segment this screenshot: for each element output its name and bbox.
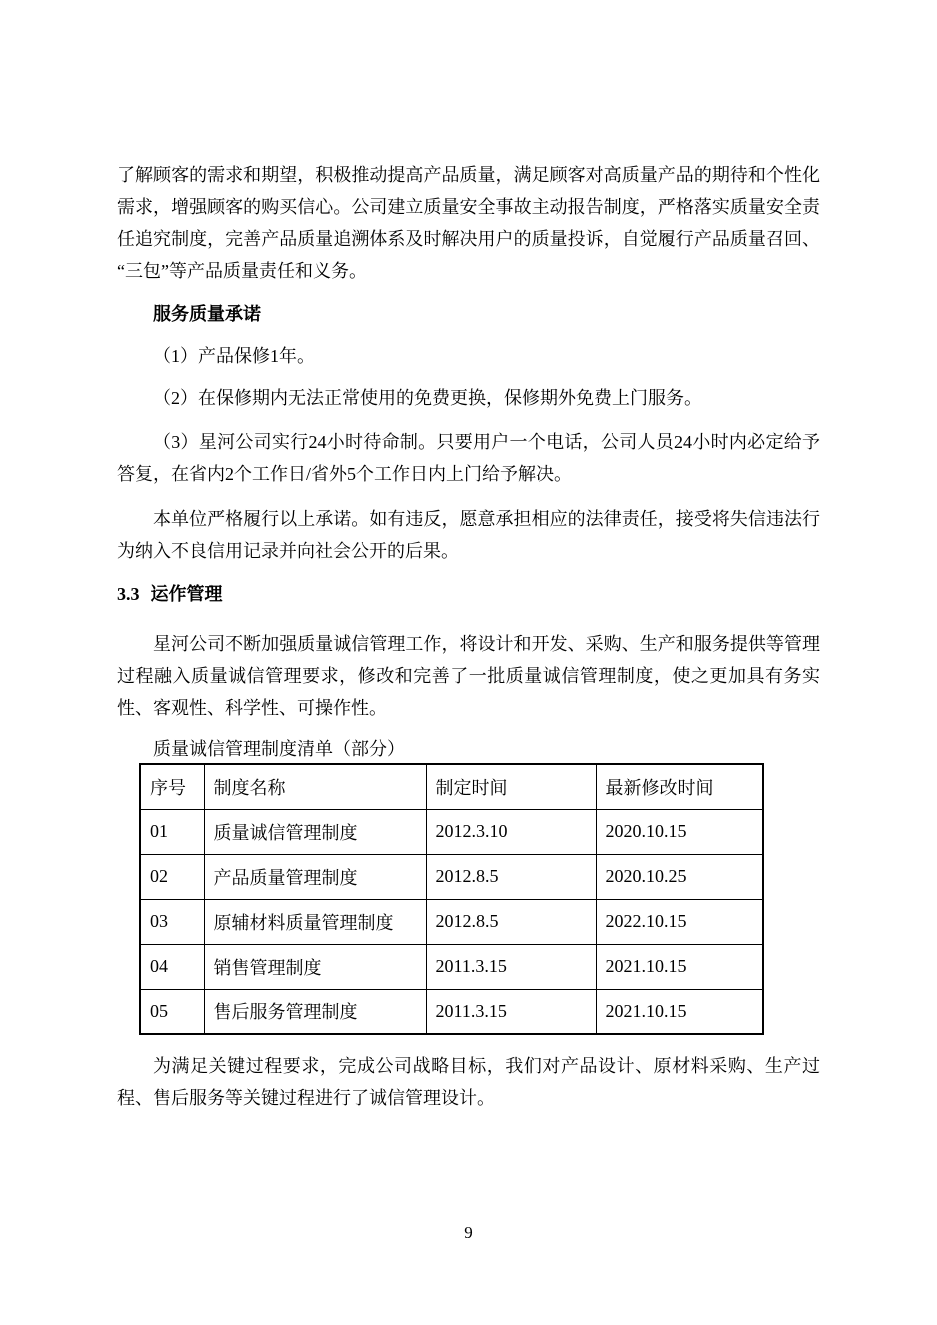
cell-modified: 2022.10.15 bbox=[596, 899, 763, 944]
header-cell-modified: 最新修改时间 bbox=[596, 764, 763, 809]
cell-created: 2012.8.5 bbox=[426, 899, 596, 944]
table-row bbox=[140, 809, 763, 854]
cell-name: 售后服务管理制度 bbox=[204, 989, 426, 1034]
table-row bbox=[140, 854, 763, 899]
table-row bbox=[140, 944, 763, 989]
service-promise-heading: 服务质量承诺 bbox=[153, 304, 261, 324]
cell-modified: 2021.10.15 bbox=[596, 944, 763, 989]
cell-created: 2012.8.5 bbox=[426, 854, 596, 899]
cell-index: 04 bbox=[140, 944, 204, 989]
closing-paragraph: 为满足关键过程要求，完成公司战略目标，我们对产品设计、原材料采购、生产过程、售后服务等关键过程进行了诚信管理设计。 bbox=[117, 1056, 820, 1108]
cell-name: 质量诚信管理制度 bbox=[204, 809, 426, 854]
document-content bbox=[117, 159, 820, 1114]
section-heading-3-3 bbox=[117, 578, 820, 610]
cell-created: 2012.3.10 bbox=[426, 809, 596, 854]
cell-index: 01 bbox=[140, 809, 204, 854]
intro-paragraph: 了解顾客的需求和期望，积极推动提高产品质量，满足顾客对高质量产品的期待和个性化需求，增强顾客的购买信心。公司建立质量安全事故主动报告制度，严格落实质量安全责任追究制度，完善产品质量追溯体系及时解决用户的质量投诉，自觉履行产品质量召回、“三包”等产品质量责任和义务。 bbox=[117, 165, 820, 281]
cell-modified: 2020.10.15 bbox=[596, 809, 763, 854]
policy-table-caption: 质量诚信管理制度清单（部分） bbox=[153, 739, 405, 759]
cell-index: 02 bbox=[140, 854, 204, 899]
cell-name: 销售管理制度 bbox=[204, 944, 426, 989]
header-cell-index: 序号 bbox=[140, 764, 204, 809]
cell-modified: 2021.10.15 bbox=[596, 989, 763, 1034]
policy-table bbox=[139, 763, 764, 1035]
page-number: 9 bbox=[464, 1223, 473, 1242]
header-cell-name: 制度名称 bbox=[204, 764, 426, 809]
cell-created: 2011.3.15 bbox=[426, 944, 596, 989]
header-cell-created: 制定时间 bbox=[426, 764, 596, 809]
cell-modified: 2020.10.25 bbox=[596, 854, 763, 899]
promise-item-3: （3）星河公司实行24小时待命制。只要用户一个电话，公司人员24小时内必定给予答复，在省内2个工作日/省外5个工作日内上门给予解决。 bbox=[117, 432, 820, 484]
commitment-paragraph: 本单位严格履行以上承诺。如有违反，愿意承担相应的法律责任，接受将失信违法行为纳入不良信用记录并向社会公开的后果。 bbox=[117, 509, 820, 561]
section-number: 3.3 bbox=[117, 584, 140, 604]
cell-name: 原辅材料质量管理制度 bbox=[204, 899, 426, 944]
section-title: 运作管理 bbox=[150, 584, 223, 604]
cell-index: 05 bbox=[140, 989, 204, 1034]
table-row bbox=[140, 989, 763, 1034]
cell-created: 2011.3.15 bbox=[426, 989, 596, 1034]
table-header-row bbox=[140, 764, 763, 809]
promise-item-1: （1）产品保修1年。 bbox=[153, 346, 315, 366]
cell-index: 03 bbox=[140, 899, 204, 944]
promise-item-2: （2）在保修期内无法正常使用的免费更换，保修期外免费上门服务。 bbox=[153, 388, 702, 408]
operations-paragraph: 星河公司不断加强质量诚信管理工作，将设计和开发、采购、生产和服务提供等管理过程融入质量诚信管理要求，修改和完善了一批质量诚信管理制度，使之更加具有务实性、客观性、科学性、可操作性。 bbox=[117, 634, 820, 718]
table-row bbox=[140, 899, 763, 944]
cell-name: 产品质量管理制度 bbox=[204, 854, 426, 899]
